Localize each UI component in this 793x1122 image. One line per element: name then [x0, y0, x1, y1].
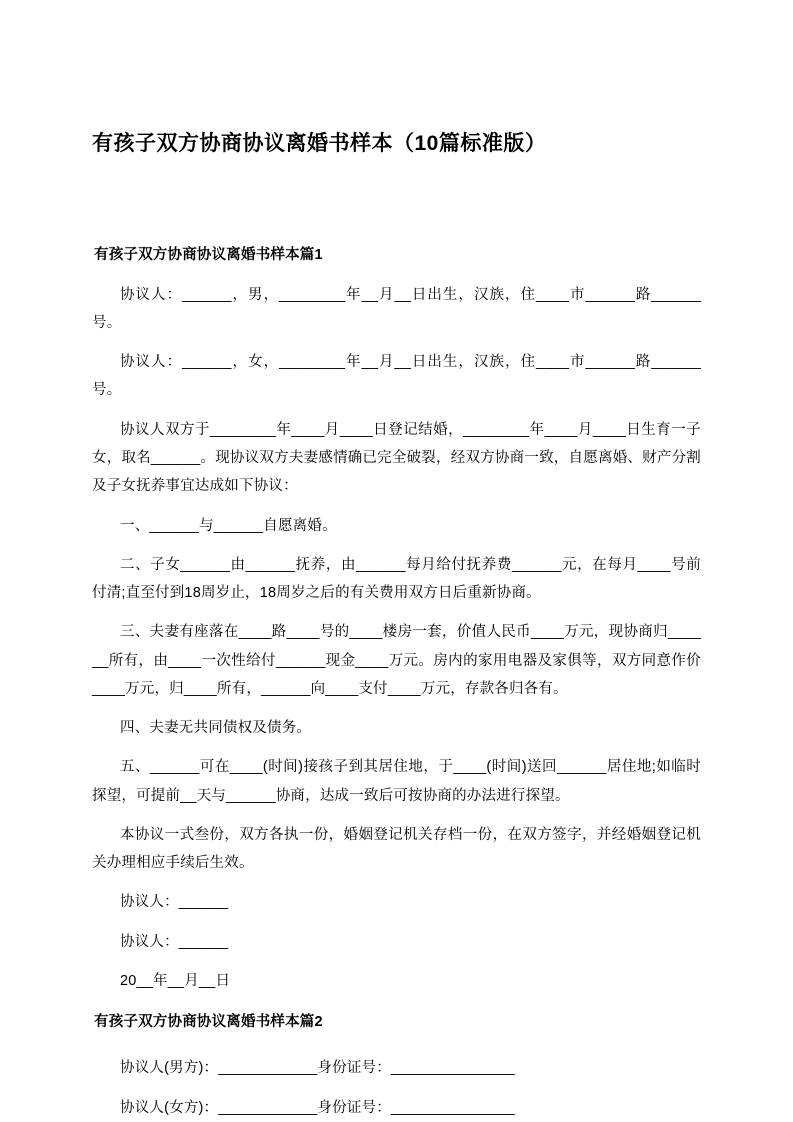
section-heading-2: 有孩子双方协商协议离婚书样本篇2	[94, 1014, 323, 1031]
signature-line: 协议人：______	[120, 894, 229, 911]
document-section-1	[92, 244, 701, 996]
title-spacer	[92, 160, 701, 244]
paragraph: 协议人双方于________年____月____日登记结婚，________年____月____日生育一子女，取名______。现协议双方夫妻感情确已完全破裂，经双方协商一致，自愿离婚、财产分割及子女抚养事宜达成如下协议：	[92, 421, 701, 495]
page-title: 有孩子双方协商协议离婚书样本（10篇标准版）	[92, 132, 547, 155]
paragraph: 一、______与______自愿离婚。	[120, 517, 337, 534]
paragraph: 协议人：______，男，________年__月__日出生，汉族，住____市______路______号。	[92, 286, 701, 331]
section-heading-1: 有孩子双方协商协议离婚书样本篇1	[94, 246, 323, 263]
paragraph: 四、夫妻无共同债权及债务。	[120, 720, 312, 737]
paragraph: 五、______可在____(时间)接孩子到其居住地，于____(时间)送回______居住地;如临时探望，可提前__天与______协商，达成一致后可按协商的办法进行探望。	[92, 759, 701, 804]
date-line: 20__年__月__日	[120, 973, 231, 989]
paragraph: 协议人(女方)：____________身份证号：_______________	[120, 1099, 515, 1116]
paragraph: 本协议一式叁份，双方各执一份，婚姻登记机关存档一份，在双方签字，并经婚姻登记机关办理相应手续后生效。	[92, 826, 701, 872]
paragraph: 二、子女______由______抚养，由______每月给付抚养费______元，在每月____号前付清;直至付到18周岁止，18周岁之后的有关费用双方日后重新协商。	[92, 556, 701, 602]
paragraph: 三、夫妻有座落在____路____号的____楼房一套，价值人民币____万元，现协商归______所有，由____一次性给付______现金____万元。房内的家用电器及家俱等，双方同意作价____万元，归____所有，______向____支付____万元，存款各归各有。	[92, 624, 701, 697]
signature-line: 协议人：______	[120, 933, 229, 950]
paragraph: 协议人：______，女，________年__月__日出生，汉族，住____市______路______号。	[92, 354, 701, 399]
paragraph: 协议人(男方)：____________身份证号：_______________	[120, 1060, 515, 1077]
document-section-2	[92, 1011, 701, 1122]
